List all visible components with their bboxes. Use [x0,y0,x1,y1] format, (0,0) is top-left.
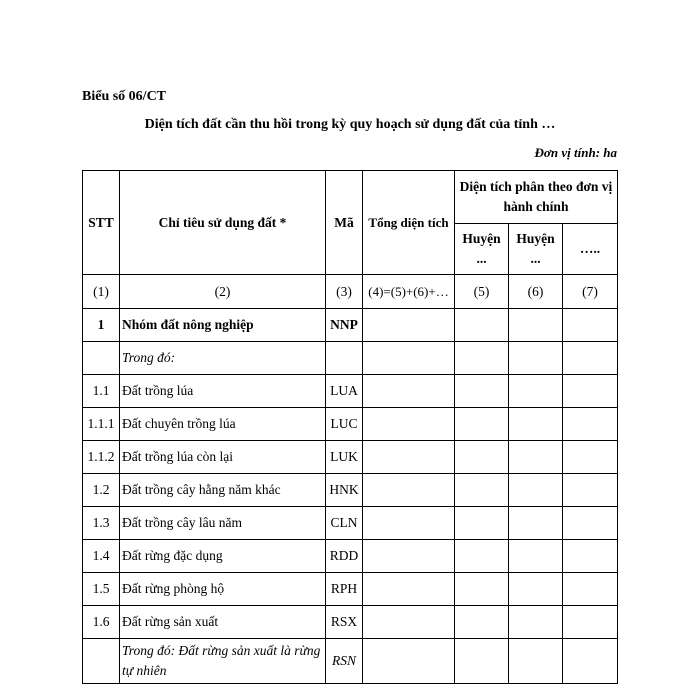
cell-more [563,639,618,684]
cell-district-1 [455,507,509,540]
cell-district-1 [455,375,509,408]
unit-of-measure: Đơn vị tính: ha [534,145,617,160]
row-indicator: Đất rừng đặc dụng [120,540,326,573]
header-row-top [83,171,618,224]
cell-district-2 [509,408,563,441]
column-number: (4)=(5)+(6)+… [363,275,455,309]
cell-total [363,540,455,573]
table-row [83,573,618,606]
cell-district-2 [509,474,563,507]
header-stt: STT [83,171,120,275]
row-code: RSN [326,639,363,684]
cell-total [363,375,455,408]
row-stt: 1 [83,309,120,342]
row-indicator: Đất trồng lúa còn lại [120,441,326,474]
row-code: HNK [326,474,363,507]
header-code: Mã [326,171,363,275]
column-number: (3) [326,275,363,309]
table-row [83,639,618,684]
header-district-1: Huyện ... [455,224,509,275]
header-district-2: Huyện ... [509,224,563,275]
cell-district-2 [509,507,563,540]
form-code: Biểu số 06/CT [82,89,167,104]
cell-district-1 [455,309,509,342]
cell-more [563,573,618,606]
table-row [83,507,618,540]
cell-district-2 [509,606,563,639]
document-title: Diện tích đất cần thu hồi trong kỳ quy hoạch sử dụng đất của tỉnh … [144,117,556,132]
row-indicator: Nhóm đất nông nghiệp [120,309,326,342]
row-stt: 1.6 [83,606,120,639]
row-stt [83,639,120,684]
column-number: (7) [563,275,618,309]
cell-district-1 [455,441,509,474]
row-code: LUK [326,441,363,474]
cell-total [363,606,455,639]
table-row [83,408,618,441]
row-stt [83,342,120,375]
table-row [83,342,618,375]
cell-more [563,441,618,474]
cell-district-2 [509,573,563,606]
cell-district-1 [455,474,509,507]
land-recovery-table [82,170,618,684]
column-number: (6) [509,275,563,309]
cell-district-2 [509,540,563,573]
row-stt: 1.1.2 [83,441,120,474]
cell-district-1 [455,342,509,375]
cell-total [363,309,455,342]
row-code: RPH [326,573,363,606]
table-row [83,441,618,474]
row-indicator: Đất trồng cây lâu năm [120,507,326,540]
column-number: (5) [455,275,509,309]
row-code: RSX [326,606,363,639]
row-stt: 1.3 [83,507,120,540]
row-stt: 1.4 [83,540,120,573]
column-number-row [83,275,618,309]
cell-district-2 [509,441,563,474]
row-indicator: Đất trồng lúa [120,375,326,408]
row-code [326,342,363,375]
table-row [83,474,618,507]
row-indicator: Đất rừng sản xuất [120,606,326,639]
cell-more [563,474,618,507]
cell-district-1 [455,408,509,441]
header-by-admin-unit: Diện tích phân theo đơn vị hành chính [455,171,618,224]
cell-district-1 [455,540,509,573]
table-row [83,540,618,573]
table-row [83,375,618,408]
cell-district-1 [455,573,509,606]
row-stt: 1.1 [83,375,120,408]
cell-more [563,606,618,639]
table-row [83,309,618,342]
cell-total [363,639,455,684]
row-stt: 1.1.1 [83,408,120,441]
row-code: LUA [326,375,363,408]
cell-district-2 [509,639,563,684]
cell-district-1 [455,639,509,684]
row-indicator: Đất chuyên trồng lúa [120,408,326,441]
cell-total [363,474,455,507]
cell-district-2 [509,375,563,408]
cell-district-2 [509,342,563,375]
cell-total [363,441,455,474]
row-indicator: Trong đó: [120,342,326,375]
row-code: NNP [326,309,363,342]
row-indicator: Đất trồng cây hằng năm khác [120,474,326,507]
row-indicator: Trong đó: Đất rừng sản xuất là rừng tự nhiên [120,639,326,684]
header-more: ….. [563,224,618,275]
cell-more [563,342,618,375]
row-stt: 1.2 [83,474,120,507]
cell-total [363,342,455,375]
row-code: LUC [326,408,363,441]
cell-more [563,375,618,408]
cell-more [563,507,618,540]
cell-more [563,540,618,573]
row-indicator: Đất rừng phòng hộ [120,573,326,606]
row-code: CLN [326,507,363,540]
header-indicator: Chỉ tiêu sử dụng đất * [120,171,326,275]
table-row [83,606,618,639]
row-code: RDD [326,540,363,573]
column-number: (2) [120,275,326,309]
header-total: Tổng diện tích [363,171,455,275]
cell-more [563,408,618,441]
cell-total [363,573,455,606]
row-stt: 1.5 [83,573,120,606]
cell-more [563,309,618,342]
cell-total [363,507,455,540]
cell-total [363,408,455,441]
cell-district-1 [455,606,509,639]
column-number: (1) [83,275,120,309]
cell-district-2 [509,309,563,342]
